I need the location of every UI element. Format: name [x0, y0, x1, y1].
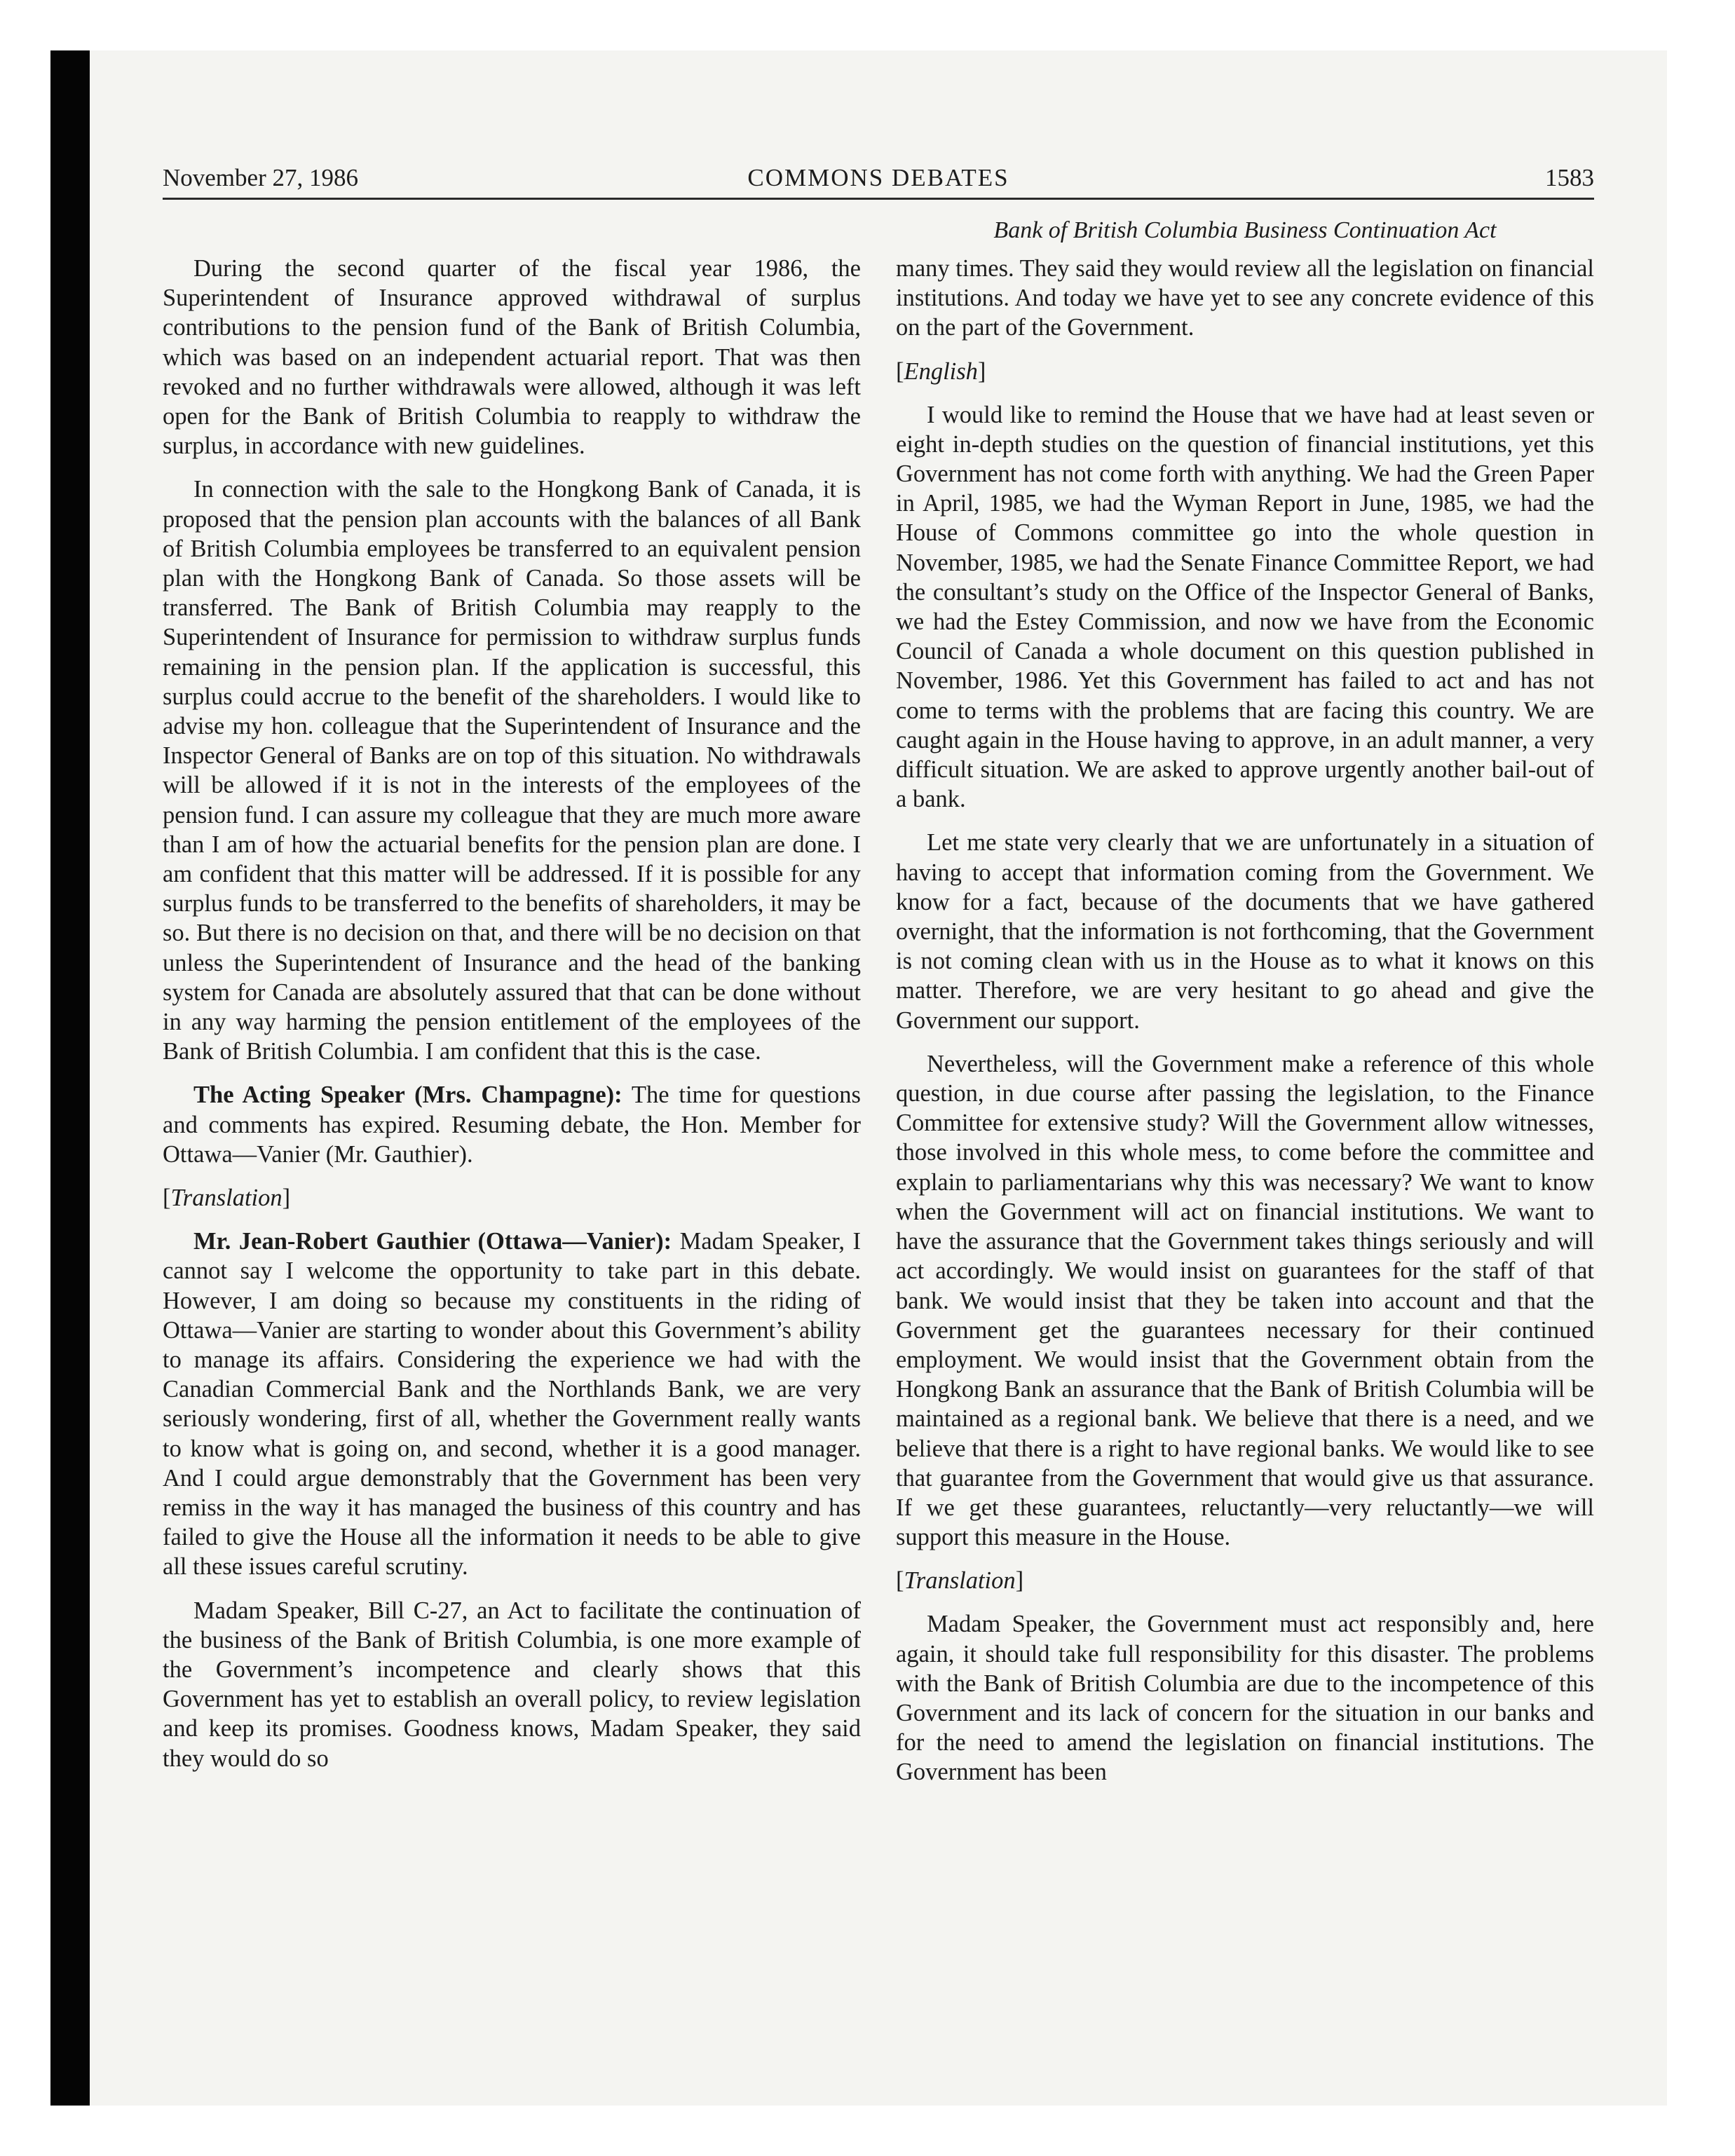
- header-date: November 27, 1986: [163, 164, 358, 191]
- paragraph: Let me state very clearly that we are unfortunately in a situation of having to accept that information coming from the Government. We know for a fact, because of the documents that we have gathered overnight, that the information is not forthcoming, that the Government is not coming clean with us in the House as to what it knows on this matter. Therefore, we are very hesitant to go ahead and give the Government our support.: [896, 829, 1594, 1034]
- language-marker-text: Translation: [904, 1567, 1016, 1595]
- speech-paragraph: [163, 1227, 861, 1581]
- speech-text: The time for questions and comments has expired. Resuming debate, the Hon. Member for Ottawa—Vanier (Mr. Gauthier).: [163, 1082, 861, 1168]
- paragraph: Madam Speaker, Bill C-27, an Act to facilitate the continuation of the business of the Bank of British Columbia, is one more example of the Government’s incompetence and clearly shows that this Government has yet to establish an overall policy, to review legislation and keep its promises. Goodness knows, Madam Speaker, they said they would do so: [163, 1597, 861, 1772]
- speaker-name: Mr. Jean-Robert Gauthier (Ottawa—Vanier):: [193, 1228, 672, 1255]
- left-column: [163, 254, 861, 1787]
- paragraph: Madam Speaker, the Government must act responsibly and, here again, it should take full responsibility for this disaster. The problems with the Bank of British Columbia are due to the incompetence of this Government and its lack of concern for the situation in our banks and for the need to amend the legislation on financial institutions. The Government has been: [896, 1611, 1594, 1786]
- language-marker: [Translation]: [163, 1185, 291, 1212]
- speaker-name: The Acting Speaker (Mrs. Champagne):: [193, 1082, 622, 1109]
- paragraph: Nevertheless, will the Government make a reference of this whole question, in due course after passing the legislation, to the Finance Committee for extensive study? Will the Government allow witnesses, those involved in this whole mess, to come before the committee and explain to parliamentarians why this was necessary? We want to know when the Government will act on financial institutions. We want to have the assurance that the Government takes things seriously and will act accordingly. We would insist on guarantees for the staff of that bank. We would insist that they be taken into account and that the Government get the guarantees necessary for their continued employment. We would insist that the Government obtain from the Hongkong Bank an assurance that the Bank of British Columbia will be maintained as a regional bank. We believe that there is a need, and we believe that there is a right to have regional banks. We would like to see that guarantee from the Government that would give us that assurance. If we get these guarantees, reluctantly—very reluctantly—we will support this measure in the House.: [896, 1050, 1594, 1551]
- language-marker: [Translation]: [896, 1567, 1024, 1595]
- paragraph: During the second quarter of the fiscal year 1986, the Superintendent of Insurance approved withdrawal of surplus contributions to the pension fund of the Bank of British Columbia, which was based on an independent actuarial report. That was then revoked and no further withdrawals were allowed, although it was left open for the Bank of British Columbia to reapply to withdraw the surplus, in accordance with new guidelines.: [163, 255, 861, 460]
- language-marker-text: Translation: [170, 1185, 283, 1212]
- right-column: [896, 254, 1594, 1801]
- header-page-number: 1583: [1545, 164, 1594, 191]
- speech-text: Madam Speaker, I cannot say I welcome the opportunity to take part in this debate. However, I am doing so because my constituents in the riding of Ottawa—Vanier are starting to wonder about this Government’s ability to manage its affairs. Considering the experience we had with the Canadian Commercial Bank and the Northlands Bank, we are very seriously wondering, first of all, whether the Government really wants to know what is going on, and second, whether it is a good manager. And I could argue demonstrably that the Government has been very remiss in the way it has managed the business of this country and has failed to give the House all the information it needs to be able to give all these issues careful scrutiny.: [163, 1228, 861, 1581]
- page-header: [163, 158, 1594, 200]
- paragraph: In connection with the sale to the Hongkong Bank of Canada, it is proposed that the pension plan accounts with the balances of all Bank of British Columbia employees be transferred to an equivalent pension plan with the Hongkong Bank of Canada. So those assets will be transferred. The Bank of British Columbia may reapply to the Superintendent of Insurance for permission to withdraw surplus funds remaining in the pension plan. If the application is successful, this surplus could accrue to the benefit of the shareholders. I would like to advise my hon. colleague that the Superintendent of Insurance and the Inspector General of Banks are on top of this situation. No withdrawals will be allowed if it is not in the interests of the employees of the pension fund. I can assure my colleague that they are much more aware than I am of how the actuarial benefits for the pension plan are done. I am confident that this matter will be addressed. If it is possible for any surplus funds to be transferred to the benefits of shareholders, it may be so. But there is no decision on that, and there will be no decision on that unless the Superintendent of Insurance and the head of the banking system for Canada are absolutely assured that that can be done without in any way harming the pension entitlement of the employees of the Bank of British Columbia. I am confident that this is the case.: [163, 476, 861, 1065]
- speech-paragraph: [163, 1080, 861, 1169]
- language-marker: [English]: [896, 357, 986, 385]
- running-head: Bank of British Columbia Business Continuation Act: [993, 217, 1497, 243]
- header-title: COMMONS DEBATES: [747, 164, 1009, 191]
- paragraph: I would like to remind the House that we have had at least seven or eight in-depth studies on the question of financial institutions, yet this Government has not come forth with anything. We had the Green Paper in April, 1985, we had the Wyman Report in June, 1985, we had the House of Commons committee go into the whole question in November, 1985, we had the Senate Finance Committee Report, we had the consultant’s study on the Office of the Inspector General of Banks, we had the Estey Commission, and now we have from the Economic Council of Canada a whole document on this question published in November, 1986. Yet this Government has failed to act and has not come to terms with the problems that are facing this country. We are caught again in the House having to approve, in an adult manner, a very difficult situation. We are asked to approve urgently another bail-out of a bank.: [896, 401, 1594, 813]
- language-marker-text: English: [904, 357, 978, 385]
- scan-binding-shadow: [50, 50, 90, 2106]
- paragraph-continued: many times. They said they would review all the legislation on financial institutions. And today we have yet to see any concrete evidence of this on the part of the Government.: [896, 255, 1594, 341]
